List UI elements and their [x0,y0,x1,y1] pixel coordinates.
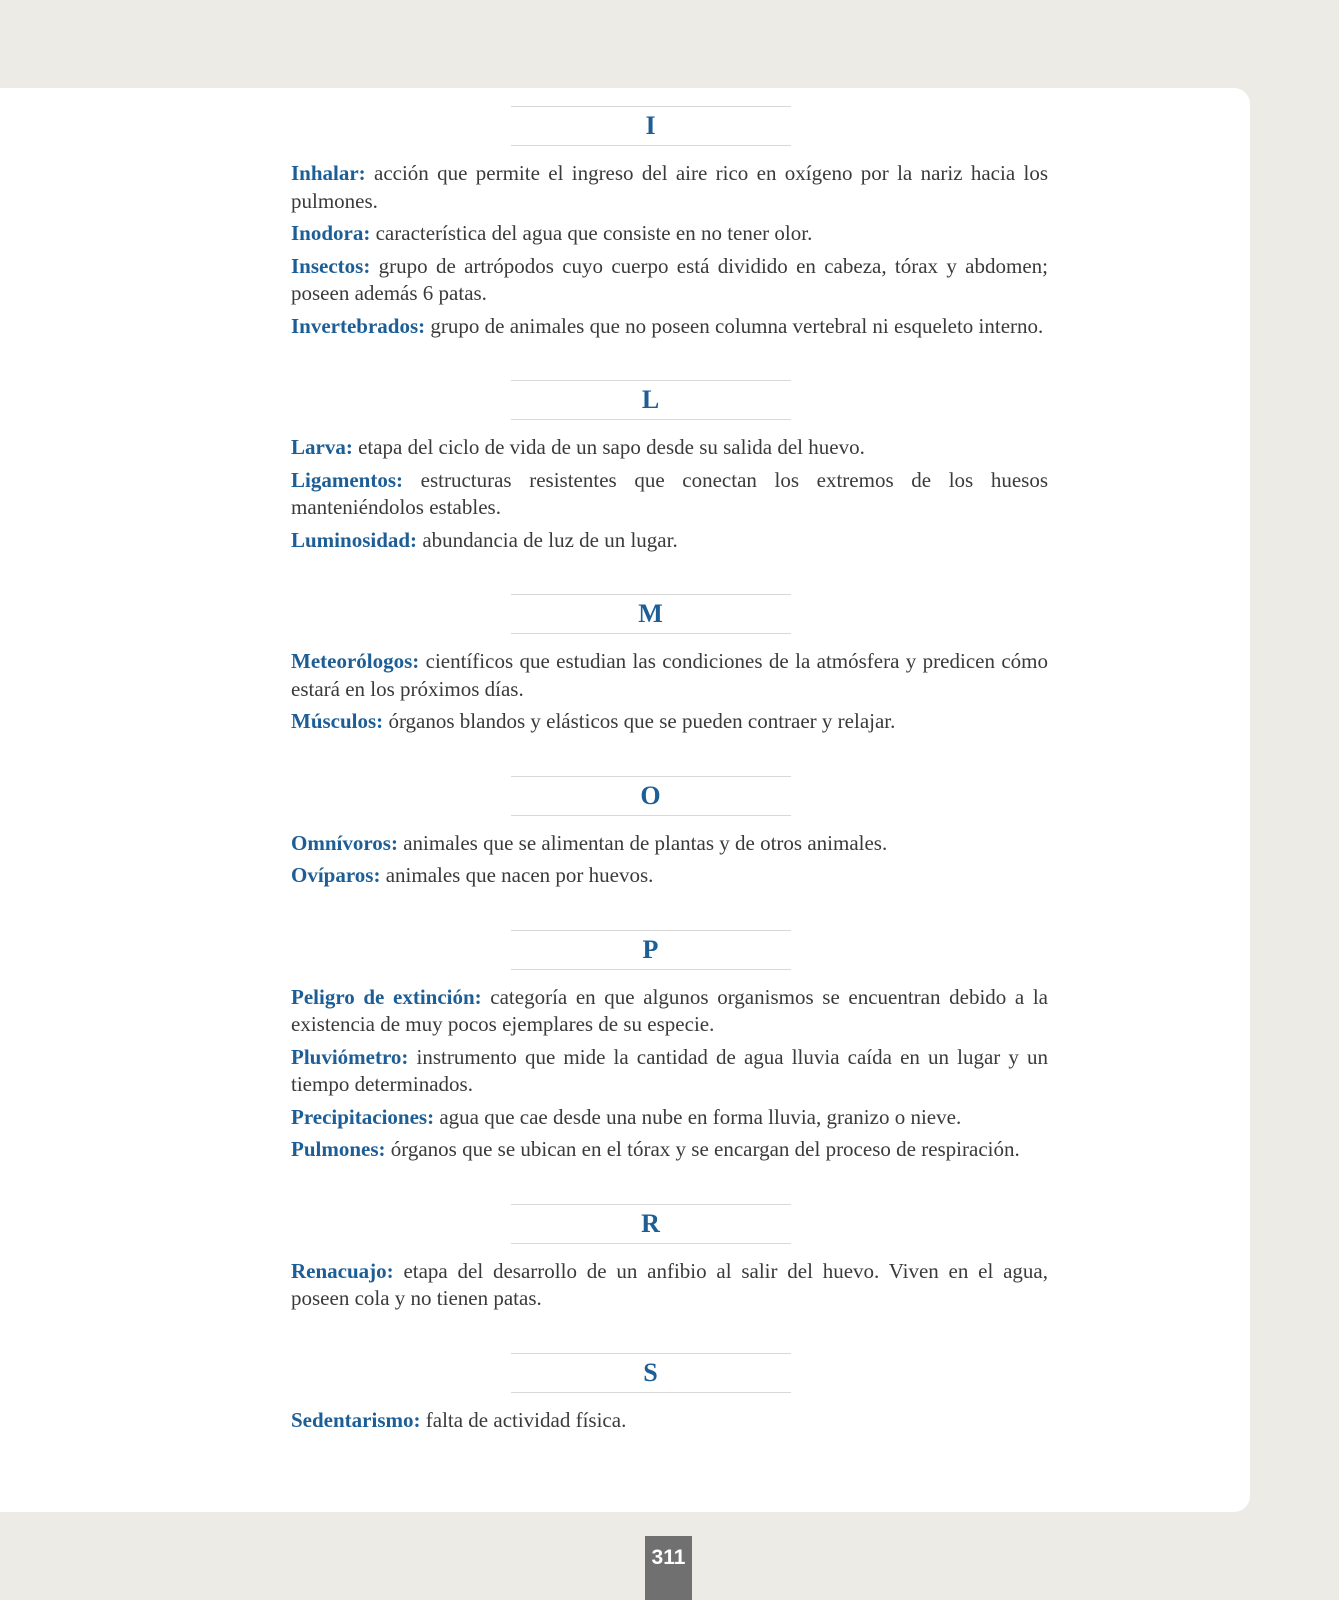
entry-definition: órganos que se ubican en el tórax y se encargan del proceso de respiración. [385,1137,1020,1161]
entry-definition: etapa del desarrollo de un anfibio al salir del huevo. Viven en el agua, poseen cola y no tienen patas. [291,1258,1048,1310]
entry-definition: estructuras resistentes que conectan los extremos de los huesos manteniéndolos estables. [291,467,1048,519]
entry-term: Peligro de extinción: [291,984,482,1009]
entry-definition: grupo de artrópodos cuyo cuerpo está dividido en cabeza, tórax y abdomen; poseen además 6 patas. [291,253,1048,305]
entry-term: Precipitaciones: [291,1104,435,1129]
glossary-entry [291,1258,1048,1313]
entry-definition: categoría en que algunos organismos se encuentran debido a la existencia de muy pocos ejemplares de su especie. [291,984,1048,1036]
glossary-section [291,106,1048,340]
section-letter: L [641,385,660,414]
glossary-entry [291,313,1048,341]
letter-heading [511,380,791,420]
entry-term: Ligamentos: [291,467,403,492]
entry-definition: grupo de animales que no poseen columna vertebral ni esqueleto interno. [425,313,1044,338]
section-letter: I [645,111,656,140]
glossary-entry [291,648,1048,703]
entry-term: Luminosidad: [291,527,418,552]
entry-definition: órganos blandos y elásticos que se pueden contraer y relajar. [383,709,896,733]
glossary-entry [291,1407,1048,1435]
entry-term: Músculos: [291,709,384,733]
entry-term: Inodora: [291,221,371,245]
glossary-entry [291,160,1048,215]
section-letter: M [638,599,663,628]
entry-term: Pluviómetro: [291,1044,409,1069]
entry-term: Ovíparos: [291,863,381,887]
glossary-entry [291,220,1048,248]
entry-term: Renacuajo: [291,1258,394,1283]
glossary-entry [291,467,1048,522]
glossary-entry [291,1104,1048,1132]
glossary-entry [291,1136,1048,1164]
entry-term: Larva: [291,435,353,459]
glossary-section [291,594,1048,736]
glossary-section [291,776,1048,890]
entry-term: Omnívoros: [291,830,398,855]
glossary-entry [291,253,1048,308]
letter-heading [511,930,791,970]
letter-heading [511,106,791,146]
entry-definition: científicos que estudian las condiciones de la atmósfera y predicen cómo estará en los próximos días. [291,649,1048,701]
entry-term: Pulmones: [291,1137,386,1161]
entry-definition: instrumento que mide la cantidad de agua lluvia caída en un lugar y un tiempo determinados. [291,1044,1048,1096]
entry-term: Invertebrados: [291,313,426,338]
glossary-entry [291,984,1048,1039]
glossary [291,106,1048,1474]
glossary-section [291,380,1048,554]
entry-definition: abundancia de luz de un lugar. [417,527,678,552]
letter-heading [511,594,791,634]
glossary-entry [291,862,1048,890]
glossary-entry [291,830,1048,858]
glossary-section [291,930,1048,1164]
glossary-section [291,1353,1048,1435]
section-letter: S [643,1357,658,1387]
entry-definition: agua que cae desde una nube en forma lluvia, granizo o nieve. [434,1104,962,1129]
page-number: 311 [645,1536,692,1600]
entry-term: Insectos: [291,253,371,278]
glossary-entry [291,434,1048,462]
entry-definition: etapa del ciclo de vida de un sapo desde su salida del huevo. [352,435,865,459]
section-letter: R [641,1208,660,1238]
entry-term: Meteorólogos: [291,649,420,673]
glossary-entry [291,527,1048,555]
letter-heading [511,776,791,816]
glossary-entry [291,708,1048,736]
letter-heading [511,1353,791,1393]
section-letter: O [640,780,661,810]
entry-definition: acción que permite el ingreso del aire rico en oxígeno por la nariz hacia los pulmones. [291,161,1048,213]
entry-term: Inhalar: [291,161,366,185]
section-letter: P [642,934,659,964]
glossary-entry [291,1044,1048,1099]
entry-definition: característica del agua que consiste en no tener olor. [370,221,813,245]
entry-term: Sedentarismo: [291,1407,421,1432]
letter-heading [511,1204,791,1244]
entry-definition: falta de actividad física. [420,1407,627,1432]
entry-definition: animales que se alimentan de plantas y de otros animales. [397,830,888,855]
glossary-section [291,1204,1048,1313]
entry-definition: animales que nacen por huevos. [380,863,654,887]
